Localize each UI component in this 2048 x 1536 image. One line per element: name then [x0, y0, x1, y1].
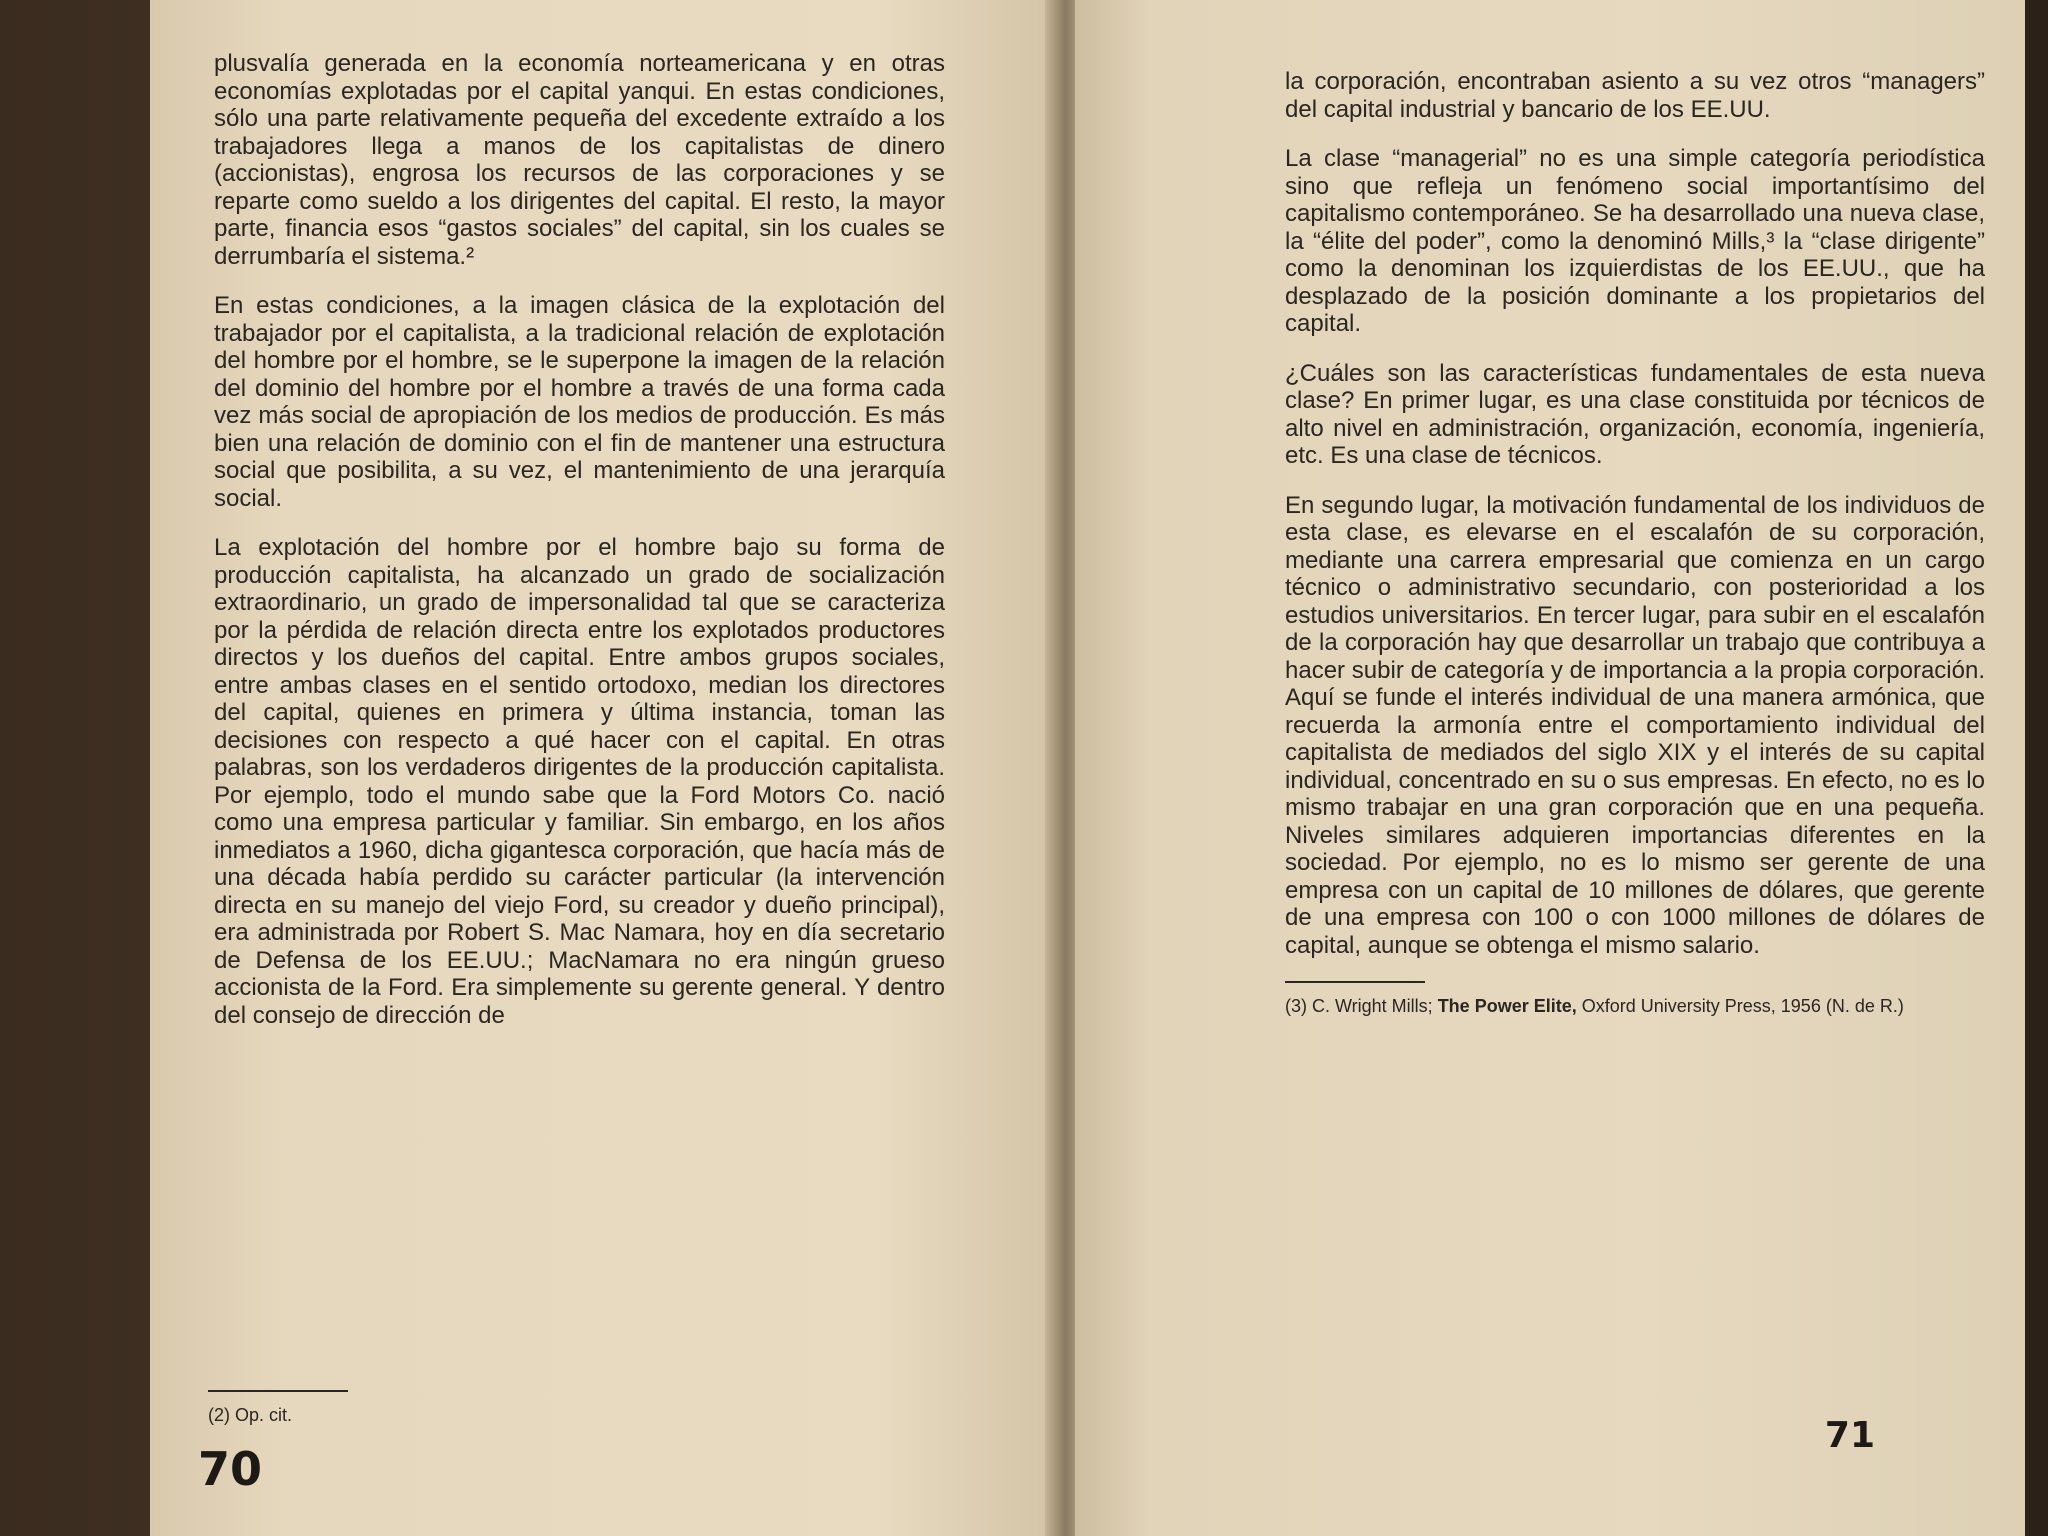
right-footnote — [1285, 995, 1965, 1017]
left-paragraph-2: En estas condiciones, a la imagen clásica de la explotación del trabajador por el capitalista, a la tradicional relación de explotación del hombre por el hombre, se le superpone la imagen de la relación del dominio del hombre por el hombre a través de una forma cada vez más social de apropiación de los medios de producción. Es más bien una relación de dominio con el fin de mantener una estructura social que posibilita, a su vez, el mantenimiento de una jerarquía social. — [214, 292, 945, 512]
right-paragraph-2: La clase “managerial” no es una simple categoría periodística sino que refleja un fenómeno social importantísimo del capitalismo contemporáneo. Se ha desarrollado una nueva clase, la “élite del poder”, como la denominó Mills,³ la “clase dirigente” como la denominan los izquierdistas de los EE.UU., que ha desplazado de la posición dominante a los propietarios del capital. — [1285, 145, 1985, 337]
footnote-rule — [208, 1390, 348, 1392]
footnote-suffix: Oxford University Press, 1956 (N. de R.) — [1576, 996, 1904, 1016]
page-number-left: 70 — [198, 1442, 263, 1496]
left-footnote-block — [208, 1390, 508, 1426]
footnote-rule — [1285, 981, 1425, 983]
page-number-right: 71 — [1824, 1415, 1875, 1456]
footnote-prefix: (3) C. Wright Mills; — [1285, 996, 1438, 1016]
left-footnote: (2) Op. cit. — [208, 1405, 293, 1425]
left-page — [150, 0, 1060, 1536]
footnote-title: The Power Elite, — [1437, 996, 1577, 1016]
right-page — [1075, 0, 2025, 1536]
right-paragraph-3: ¿Cuáles son las características fundamentales de esta nueva clase? En primer lugar, es una clase constituida por técnicos de alto nivel en administración, organización, economía, ingeniería, etc. Es una clase de técnicos. — [1285, 359, 1985, 469]
left-paragraph-3: La explotación del hombre por el hombre bajo su forma de producción capitalista, ha alcanzado un grado de socialización extraordinario, un grado de impersonalidad tal que se caracteriza por la pérdida de relación directa entre los explotados productores directos y los dueños del capital. Entre ambos grupos sociales, entre ambas clases en el sentido ortodoxo, median los directores del capital, quienes en primera y última instancia, toman las decisiones con respecto a qué hacer con el capital. En otras palabras, son los verdaderos dirigentes de la producción capitalista. Por ejemplo, todo el mundo sabe que la Ford Motors Co. nació como una empresa particular y familiar. Sin embargo, en los años inmediatos a 1960, dicha gigantesca corporación, que hacía más de una década había perdido su carácter particular (la intervención directa en su manejo del viejo Ford, su creador y dueño principal), era administrada por Robert S. Mac Namara, hoy en día secretario de Defensa de los EE.UU.; MacNamara no era ningún grueso accionista de la Ford. Era simplemente su gerente general. Y dentro del consejo de dirección de — [214, 534, 945, 1029]
right-paragraph-4: En segundo lugar, la motivación fundamental de los individuos de esta clase, es elevarse en el escalafón de su corporación, mediante una carrera empresarial que comienza en un cargo técnico o administrativo secundario, con posterioridad a los estudios universitarios. En tercer lugar, para subir en el escalafón de la corporación hay que desarrollar un trabajo que contribuya a hacer subir de categoría y de importancia a la propia corporación. Aquí se funde el interés individual de una manera armónica, que recuerda la armonía entre el comportamiento individual del capitalista de mediados del siglo XIX y el interés de su capital individual, concentrado en su o sus empresas. En efecto, no es lo mismo trabajar en una gran corporación que en una pequeña. Niveles similares adquieren importancias diferentes en la sociedad. Por ejemplo, no es lo mismo ser gerente de una empresa con un capital de 10 millones de dólares, que gerente de una empresa con 100 o con 1000 millones de dólares de capital, aunque se obtenga el mismo salario. — [1285, 491, 1985, 959]
left-paragraph-1: plusvalía generada en la economía norteamericana y en otras economías explotadas por el capital yanqui. En estas condiciones, sólo una parte relativamente pequeña del excedente extraído a los trabajadores llega a manos de los capitalistas de dinero (accionistas), engrosa los recursos de las corporaciones y se reparte como sueldo a los dirigentes del capital. El resto, la mayor parte, financia esos “gastos sociales” del capital, sin los cuales se derrumbaría el sistema.² — [214, 50, 945, 270]
right-paragraph-1: la corporación, encontraban asiento a su vez otros “managers” del capital industrial y bancario de los EE.UU. — [1285, 68, 1985, 123]
right-footnote-block — [1285, 981, 1965, 1017]
